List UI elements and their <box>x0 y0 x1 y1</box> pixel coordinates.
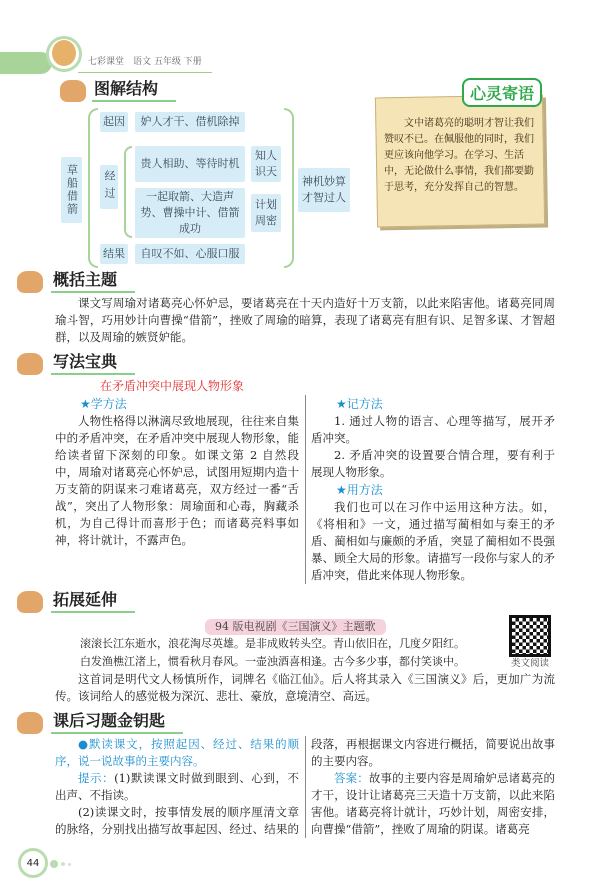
section-exercises <box>55 711 555 838</box>
section-title-extension: 拓展延伸 <box>51 590 135 613</box>
section-icon <box>17 353 43 375</box>
use-label: ★用方法 <box>336 483 383 497</box>
qr-block <box>505 615 555 670</box>
diagram-conclusion: 神机妙算才智过人 <box>298 168 350 212</box>
qr-code[interactable] <box>509 615 551 657</box>
theme-text: 课文写周瑜对诸葛亮心怀妒忌，要诸葛亮在十天内造好十万支箭，以此来陷害他。诸葛亮同周瑜斗智，巧用妙计向曹操“借箭”，挫败了周瑜的暗算，表现了诸葛亮有胆有识、足智多谋、才智超群，以及周瑜的嫉贤妒能。 <box>55 296 555 344</box>
hint-1-text: (1)默读课文时做到眼到、心到，不出声、不指读。 <box>55 771 299 802</box>
process-step-2: 一起取箭、大造声势、曹操中计、借箭成功 <box>135 188 245 238</box>
remember-2: 2. 矛盾冲突的设置要合情合理，要有利于展现人物形象。 <box>311 448 555 479</box>
brace-process <box>124 146 132 238</box>
result-text: 自叹不如、心服口服 <box>135 244 245 264</box>
section-header <box>17 270 555 293</box>
answer-text: 故事的主要内容是周瑜妒忌诸葛亮的才干，设计让诸葛亮三天造十万支箭，以此来陷害他。诸葛亮将计就计，巧妙计划，周密安排，向曹操“借箭”，挫败了周瑜的阴谋。诸葛亮 <box>311 771 556 836</box>
page-number: 44 <box>18 848 48 878</box>
dot-decoration <box>68 863 71 866</box>
top-area <box>0 0 600 260</box>
result-label: 结果 <box>100 244 128 264</box>
hint-2: (2)读课文时，按事情发展的顺序厘清文章的脉络，分别找出描写故事起因、经过、结果的段落，再根据课文内容进行概括，简要说出故事的主要内容。 <box>55 737 555 836</box>
process-label: 经过 <box>100 165 118 209</box>
trait-1: 知人识天 <box>251 146 281 182</box>
learn-text: 人物性格得以淋漓尽致地展现，往往来自集中的矛盾冲突，在矛盾冲突中展现人物形象，能给读者留下深刻的印象。如课文第 2 自然段中，周瑜对诸葛亮心怀妒忌，试图用短期内造十万支箭的阴谋来刁难诸葛亮，双方经过一番“舌战”，突出了人物形象：周瑜面和心毒，胸藏杀机，为自己得计而喜形于色；而诸葛亮料事如神，将计就计，不露声色。 <box>55 414 299 547</box>
poem-comment: 这首词是明代文人杨慎所作，词牌名《临江仙》。后人将其录入《三国演义》后，更加广为流传。该词给人的感觉极为深沉、悲壮、豪放，意境清空、高远。 <box>55 672 555 703</box>
header-rule <box>78 72 212 73</box>
content-flow <box>0 270 600 838</box>
writing-subtitle: 在矛盾冲突中展现人物形象 <box>100 379 245 393</box>
cause-label: 起因 <box>100 112 128 132</box>
section-title-structure: 图解结构 <box>92 79 176 102</box>
footer <box>0 844 600 884</box>
exercise-question: ●默读课文，按照起因、经过、结果的顺序，说一说故事的主要内容。 <box>55 737 299 768</box>
section-header <box>17 590 555 613</box>
section-theme <box>55 270 555 346</box>
section-extension <box>55 590 555 705</box>
section-title-theme: 概括主题 <box>51 270 135 293</box>
remember-label: ★记方法 <box>336 397 383 411</box>
section-icon <box>17 591 43 613</box>
poem-line-1: 滚滚长江东逝水，浪花淘尽英雄。是非成败转头空。青山依旧在，几度夕阳红。 <box>80 637 465 650</box>
learn-label: ★学方法 <box>80 397 127 411</box>
mascot-icon <box>52 40 76 66</box>
hint-1 <box>55 770 299 804</box>
section-title-writing: 写法宝典 <box>51 352 135 375</box>
poem-line-2: 白发渔樵江渚上，惯看秋月春风。一壶浊酒喜相逢。古今多少事，都付笑谈中。 <box>80 655 465 668</box>
section-icon <box>17 271 43 293</box>
diagram-root: 草船借箭 <box>61 157 82 223</box>
section-header <box>17 352 555 375</box>
section-icon <box>60 80 86 102</box>
section-icon <box>17 712 43 734</box>
remember-1: 1. 通过人物的语言、心理等描写，展开矛盾冲突。 <box>311 414 555 445</box>
exercise-columns <box>55 736 555 838</box>
note-text: 文中诸葛亮的聪明才智让我们赞叹不已。在佩服他的同时，我们更应该向他学习。在学习、生活中，无论做什么事情，我们都要勤于思考，充分发挥自己的智慧。 <box>384 118 534 193</box>
use-text: 我们也可以在习作中运用这种方法。如，《将相和》一文，通过描写蔺相如与秦王的矛盾、蔺相如与廉颇的矛盾，突显了蔺相如不畏强暴、顾全大局的形象。请描写一段你与家人的矛盾冲突，借此来体现人物形象。 <box>311 500 555 582</box>
answer-label: 答案： <box>334 771 369 785</box>
brace-right <box>284 108 294 268</box>
brace-main <box>88 108 98 268</box>
section-header <box>17 711 555 734</box>
process-step-1: 贵人相助、等待时机 <box>135 146 245 182</box>
section-title-exercises: 课后习题金钥匙 <box>51 711 183 734</box>
hint-label: 提示： <box>78 771 115 785</box>
header-decoration <box>0 52 52 74</box>
song-banner: 94 版电视剧《三国演义》主题歌 <box>205 619 386 635</box>
dot-decoration <box>50 860 58 868</box>
cause-text: 妒人才干、借机除掉 <box>135 112 245 132</box>
running-header: 七彩课堂 语文 五年级 下册 <box>88 57 202 67</box>
trait-2: 计划周密 <box>251 194 281 232</box>
writing-columns <box>55 395 555 584</box>
answer <box>311 770 555 838</box>
dot-decoration <box>61 862 65 866</box>
note-title: 心灵寄语 <box>462 78 542 107</box>
section-writing <box>55 352 555 584</box>
qr-label: 类文阅读 <box>510 658 549 669</box>
